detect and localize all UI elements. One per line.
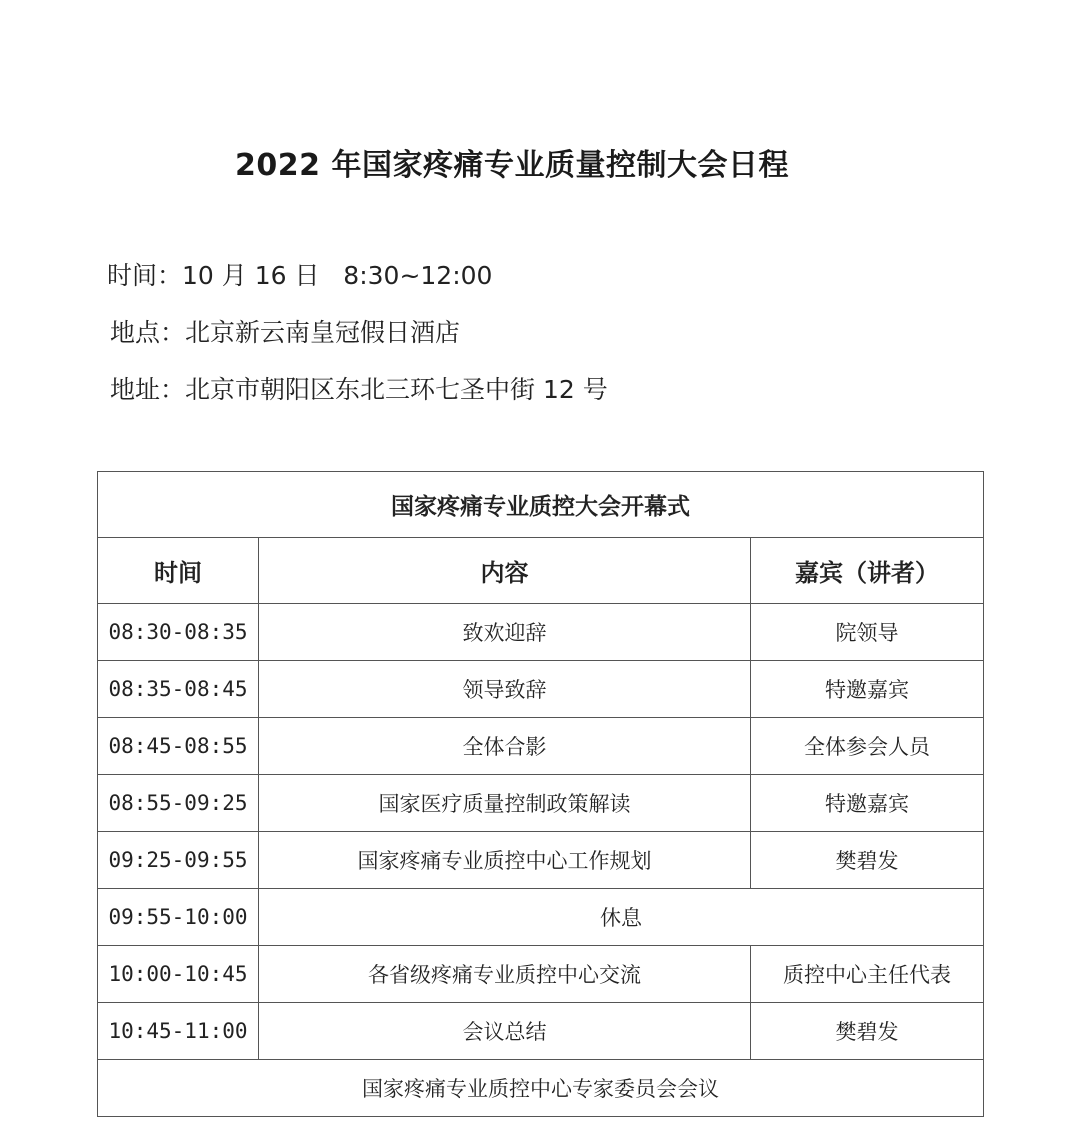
event-place: 地点：北京新云南皇冠假日酒店: [110, 318, 461, 347]
table-header-row: [98, 538, 984, 604]
schedule-table: [97, 471, 984, 1117]
table-row: [98, 1003, 984, 1060]
row-content-break: 休息: [259, 889, 984, 946]
table-row: [98, 718, 984, 775]
row-guest: 樊碧发: [751, 1003, 984, 1060]
row-content: 国家疼痛专业质控中心工作规划: [259, 832, 751, 889]
row-content: 领导致辞: [259, 661, 751, 718]
table-row: [98, 946, 984, 1003]
table-footer-row: [98, 1060, 984, 1117]
header-time: 时间: [98, 538, 259, 604]
row-guest: 樊碧发: [751, 832, 984, 889]
row-time: 08:35-08:45: [98, 661, 259, 718]
table-row: [98, 661, 984, 718]
row-time: 09:25-09:55: [98, 832, 259, 889]
row-time: 08:55-09:25: [98, 775, 259, 832]
row-content: 会议总结: [259, 1003, 751, 1060]
event-time: 时间：10 月 16 日 8:30~12:00: [107, 261, 493, 290]
row-guest: 特邀嘉宾: [751, 775, 984, 832]
row-time: 10:45-11:00: [98, 1003, 259, 1060]
table-row: [98, 832, 984, 889]
row-time: 09:55-10:00: [98, 889, 259, 946]
row-content: 各省级疼痛专业质控中心交流: [259, 946, 751, 1003]
table-row: [98, 889, 984, 946]
row-time: 08:45-08:55: [98, 718, 259, 775]
table-footer: 国家疼痛专业质控中心专家委员会会议: [98, 1060, 984, 1117]
row-content: 致欢迎辞: [259, 604, 751, 661]
row-guest: 全体参会人员: [751, 718, 984, 775]
row-guest: 特邀嘉宾: [751, 661, 984, 718]
row-guest: 质控中心主任代表: [751, 946, 984, 1003]
header-guest: 嘉宾（讲者）: [751, 538, 984, 604]
table-row: [98, 775, 984, 832]
page-title: 2022 年国家疼痛专业质量控制大会日程: [235, 148, 789, 183]
row-time: 10:00-10:45: [98, 946, 259, 1003]
table-row: [98, 604, 984, 661]
table-banner-row: [98, 472, 984, 538]
event-address: 地址：北京市朝阳区东北三环七圣中街 12 号: [110, 375, 608, 404]
table-banner: 国家疼痛专业质控大会开幕式: [98, 472, 984, 538]
row-content: 全体合影: [259, 718, 751, 775]
row-time: 08:30-08:35: [98, 604, 259, 661]
row-guest: 院领导: [751, 604, 984, 661]
header-content: 内容: [259, 538, 751, 604]
row-content: 国家医疗质量控制政策解读: [259, 775, 751, 832]
